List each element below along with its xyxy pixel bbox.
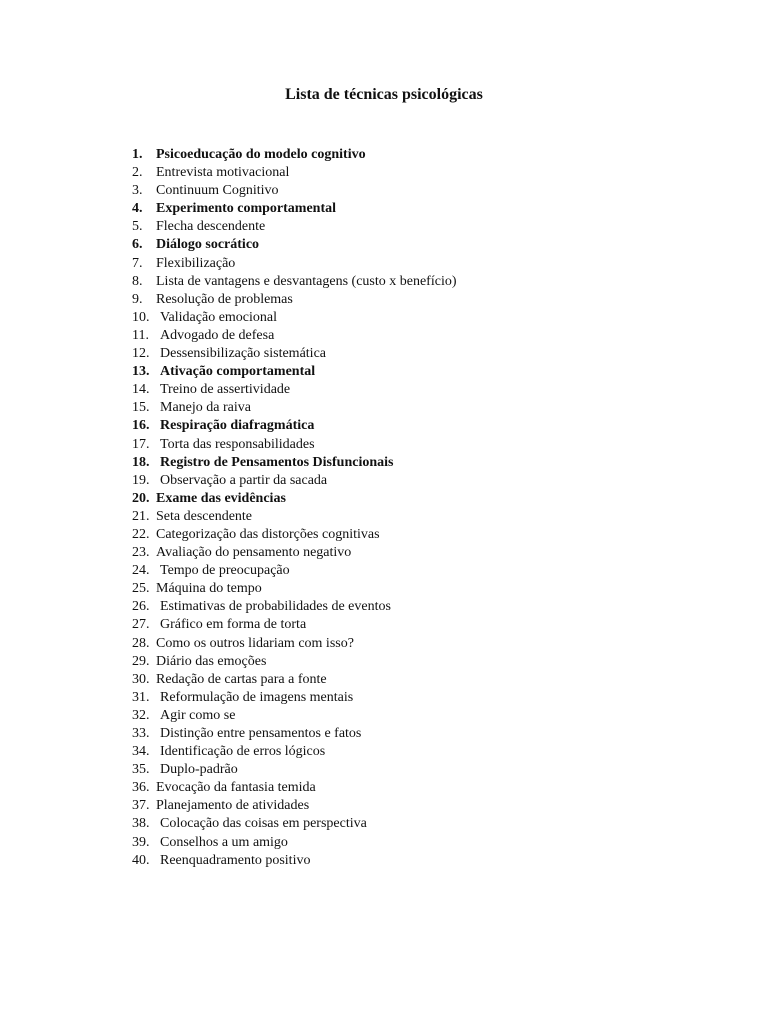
list-item-text: Distinção entre pensamentos e fatos — [160, 726, 362, 741]
list-item-number: 1. — [132, 147, 143, 162]
list-item — [132, 436, 457, 454]
list-item — [132, 309, 457, 327]
list-item-text: Flexibilização — [156, 255, 236, 271]
list-item-text: Gráfico em forma de torta — [160, 617, 307, 633]
list-item-text: Categorização das distorções cognitivas — [156, 526, 380, 542]
list-item-text: Reformulação de imagens mentais — [160, 689, 354, 705]
list-item-text: Resolução de problemas — [156, 291, 293, 307]
list-item — [132, 255, 457, 273]
list-item — [132, 508, 457, 526]
list-item — [132, 472, 457, 490]
list-item-number: 11. — [132, 327, 149, 343]
list-item-text: Tempo de preocupação — [160, 563, 290, 579]
list-item — [132, 743, 457, 761]
list-item — [132, 815, 457, 833]
list-item — [132, 725, 457, 743]
list-item-text: Torta das responsabilidades — [160, 436, 315, 452]
list-item — [132, 761, 457, 779]
list-item-number: 32. — [132, 707, 150, 723]
list-item-number: 25. — [132, 581, 150, 597]
list-item-text: Como os outros lidariam com isso? — [156, 635, 354, 651]
list-item-text: Observação a partir da sacada — [160, 472, 328, 488]
list-item-number: 7. — [132, 255, 143, 271]
list-item-number: 28. — [132, 635, 150, 651]
list-item-text: Reenquadramento positivo — [160, 852, 311, 868]
list-item-text: Manejo da raiva — [160, 400, 251, 416]
list-item — [132, 327, 457, 345]
list-item-text: Entrevista motivacional — [156, 165, 290, 181]
list-item — [132, 616, 457, 634]
list-item-text: Lista de vantagens e desvantagens (custo x benefício) — [156, 273, 457, 289]
list-item-text: Planejamento de atividades — [156, 798, 310, 814]
list-item — [132, 363, 457, 381]
list-item-number: 33. — [132, 726, 150, 741]
list-item-text: Identificação de erros lógicos — [160, 744, 326, 760]
list-item-text: Advogado de defesa — [160, 327, 275, 343]
list-item — [132, 454, 457, 472]
list-item — [132, 490, 457, 508]
technique-list — [132, 146, 457, 870]
list-item — [132, 707, 457, 725]
list-item-number: 39. — [132, 834, 150, 850]
list-item-number: 35. — [132, 762, 150, 778]
list-item-text: Psicoeducação do modelo cognitivo — [156, 147, 366, 162]
list-item-text: Evocação da fantasia temida — [156, 780, 316, 796]
list-item-text: Experimento comportamental — [156, 201, 337, 217]
list-item-number: 34. — [132, 744, 150, 760]
list-item-number: 20. — [132, 490, 150, 506]
list-item-text: Estimativas de probabilidades de eventos — [160, 599, 391, 615]
list-item — [132, 598, 457, 616]
list-item — [132, 580, 457, 598]
list-item — [132, 797, 457, 815]
list-item-number: 16. — [132, 418, 150, 434]
list-item-text: Registro de Pensamentos Disfuncionais — [160, 454, 394, 470]
list-item — [132, 182, 457, 200]
list-item-number: 24. — [132, 563, 150, 579]
list-item — [132, 164, 457, 182]
list-item — [132, 381, 457, 399]
list-item-number: 8. — [132, 273, 143, 289]
list-item — [132, 218, 457, 236]
list-item-number: 12. — [132, 346, 150, 362]
list-item — [132, 526, 457, 544]
list-item — [132, 345, 457, 363]
list-item-number: 13. — [132, 364, 150, 380]
list-item-text: Exame das evidências — [156, 490, 286, 506]
list-item — [132, 834, 457, 852]
page-title: Lista de técnicas psicológicas — [285, 86, 483, 103]
list-item-number: 40. — [132, 852, 150, 868]
list-item — [132, 562, 457, 580]
list-item-text: Avaliação do pensamento negativo — [156, 545, 352, 561]
list-item-number: 29. — [132, 653, 150, 669]
list-item-text: Treino de assertividade — [160, 382, 291, 398]
list-item — [132, 291, 457, 309]
list-item-text: Duplo-padrão — [160, 762, 238, 778]
list-item-text: Máquina do tempo — [156, 581, 262, 597]
list-item-number: 10. — [132, 309, 150, 325]
list-item-text: Colocação das coisas em perspectiva — [160, 816, 367, 832]
list-item-number: 2. — [132, 165, 143, 181]
list-item-number: 37. — [132, 798, 150, 814]
list-item-text: Dessensibilização sistemática — [160, 346, 326, 362]
list-item-number: 5. — [132, 219, 143, 235]
list-item — [132, 236, 457, 254]
list-item — [132, 146, 457, 164]
list-item — [132, 852, 457, 870]
list-item-text: Flecha descendente — [156, 219, 266, 235]
list-item — [132, 671, 457, 689]
list-item-number: 19. — [132, 472, 150, 488]
list-item — [132, 417, 457, 435]
list-item-text: Respiração diafragmática — [160, 418, 315, 434]
list-item-number: 14. — [132, 382, 150, 398]
list-item-number: 21. — [132, 508, 150, 524]
list-item — [132, 273, 457, 291]
list-item-number: 38. — [132, 816, 150, 832]
list-item-text: Seta descendente — [156, 508, 253, 524]
list-item — [132, 779, 457, 797]
list-item-text: Agir como se — [160, 707, 236, 723]
list-item-text: Diário das emoções — [156, 653, 267, 669]
list-item-text: Diálogo socrático — [156, 237, 260, 253]
list-item-number: 3. — [132, 183, 143, 199]
list-item-number: 26. — [132, 599, 150, 615]
list-item-number: 23. — [132, 545, 150, 561]
list-item-number: 18. — [132, 454, 150, 470]
list-item-number: 4. — [132, 201, 143, 217]
list-item — [132, 689, 457, 707]
list-item-text: Continuum Cognitivo — [156, 183, 279, 199]
list-item-number: 36. — [132, 780, 150, 796]
list-item — [132, 635, 457, 653]
list-item-text: Redação de cartas para a fonte — [156, 671, 327, 687]
list-item-number: 6. — [132, 237, 143, 253]
list-item-text: Ativação comportamental — [160, 364, 316, 380]
list-item — [132, 544, 457, 562]
list-item-number: 17. — [132, 436, 150, 452]
list-item-number: 15. — [132, 400, 150, 416]
list-item-number: 22. — [132, 526, 150, 542]
list-item — [132, 653, 457, 671]
list-item-number: 31. — [132, 689, 150, 705]
list-item-number: 9. — [132, 291, 143, 307]
list-item-text: Validação emocional — [160, 309, 278, 325]
list-item — [132, 200, 457, 218]
list-item — [132, 399, 457, 417]
list-item-number: 30. — [132, 671, 150, 687]
list-item-text: Conselhos a um amigo — [160, 834, 288, 850]
list-item-number: 27. — [132, 617, 150, 633]
